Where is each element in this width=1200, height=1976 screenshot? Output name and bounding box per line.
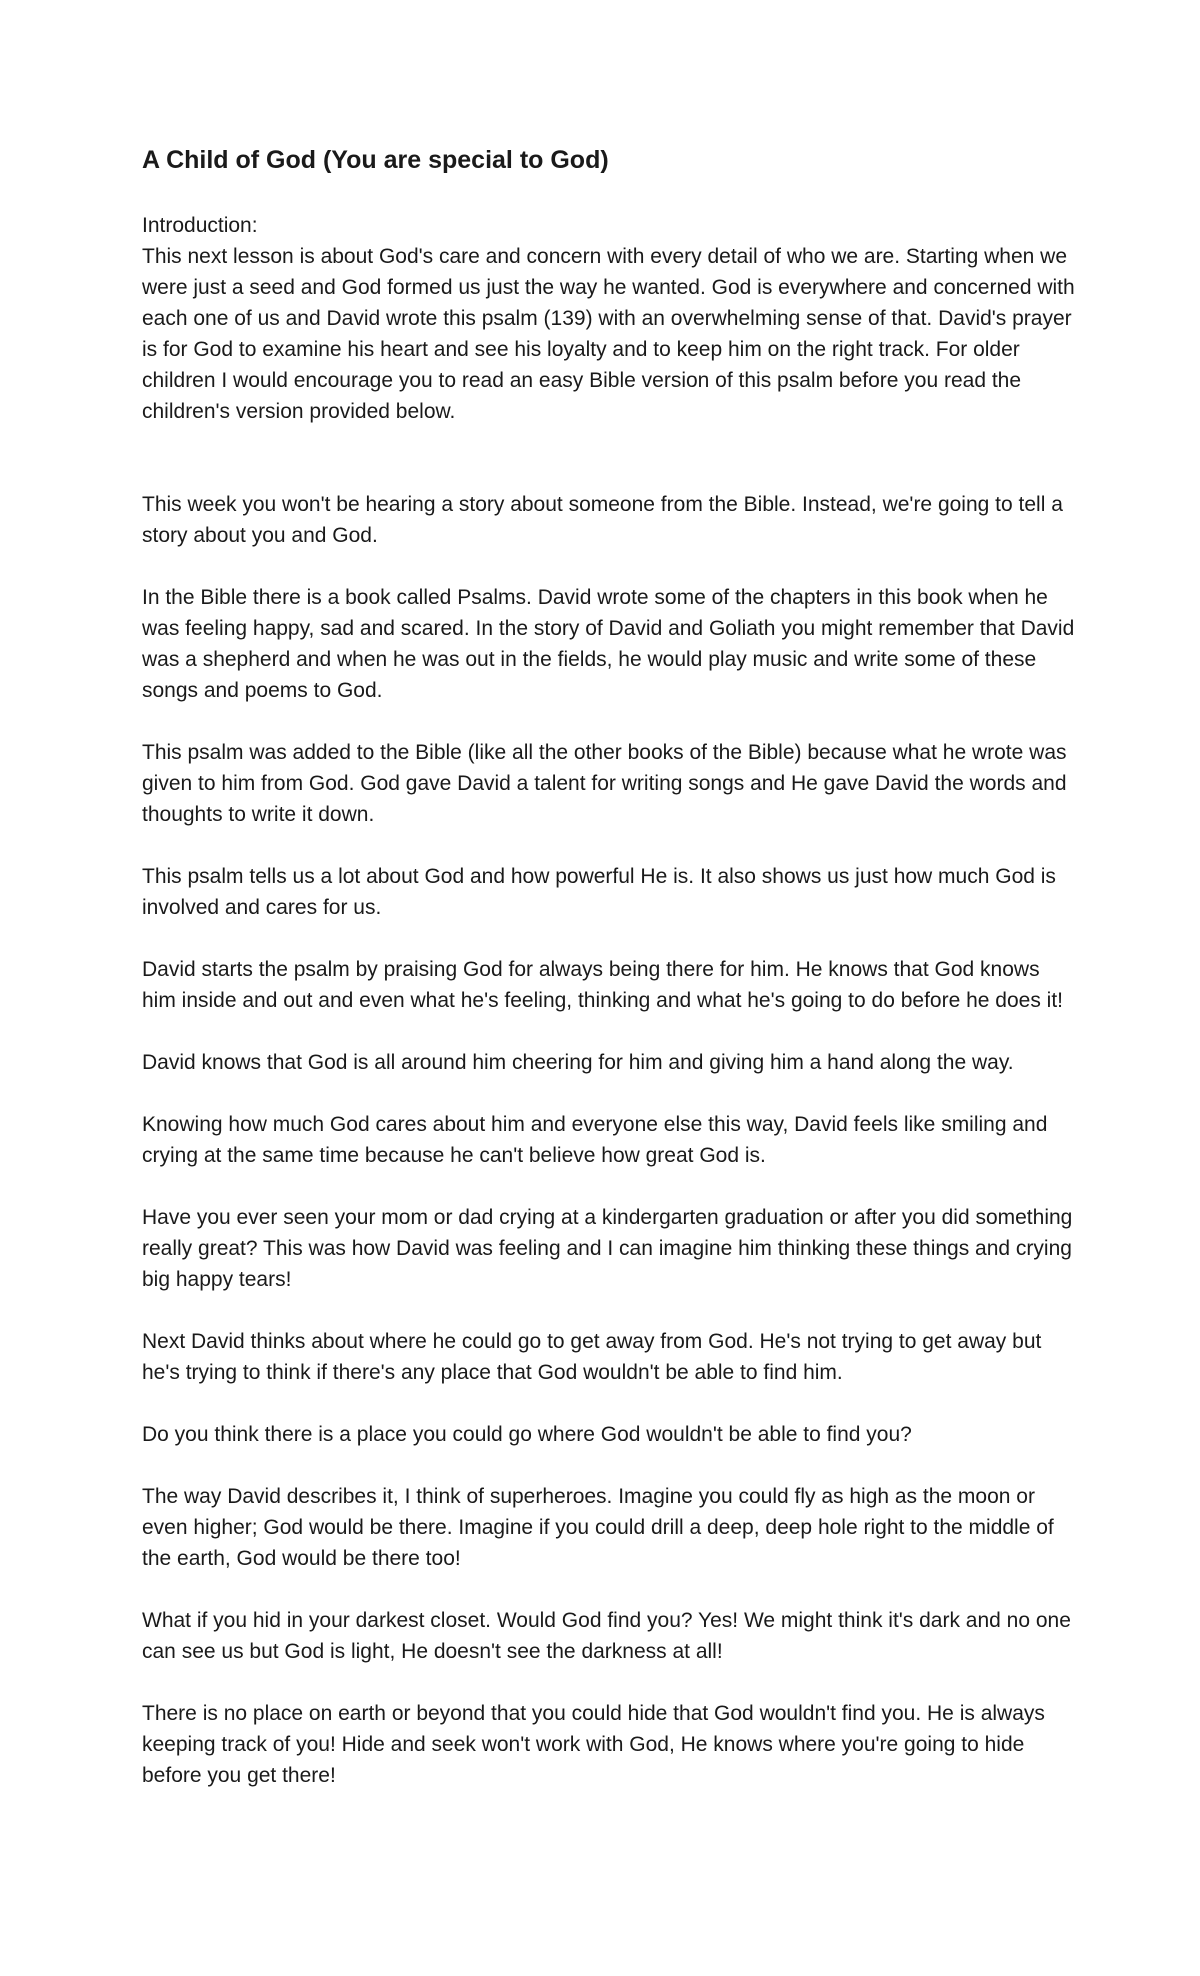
document-body [142, 144, 1077, 1822]
introduction-label: Introduction: [142, 214, 258, 237]
paragraph: David knows that God is all around him cheering for him and giving him a hand along the way. [142, 1051, 1014, 1074]
paragraph: The way David describes it, I think of superheroes. Imagine you could fly as high as the moon or even higher; God would be there. Imagine if you could drill a deep, deep hole right to the middle of the earth, God would be there too! [142, 1485, 1054, 1570]
paragraph: David starts the psalm by praising God for always being there for him. He knows that God knows him inside and out and even what he's feeling, thinking and what he's going to do before he does it! [142, 958, 1063, 1012]
paragraph: This psalm was added to the Bible (like all the other books of the Bible) because what he wrote was given to him from God. God gave David a talent for writing songs and He gave David the words and thoughts to write it down. [142, 741, 1067, 826]
paragraph: Knowing how much God cares about him and everyone else this way, David feels like smiling and crying at the same time because he can't believe how great God is. [142, 1113, 1048, 1167]
paragraph: This psalm tells us a lot about God and how powerful He is. It also shows us just how much God is involved and cares for us. [142, 865, 1056, 919]
paragraph: Have you ever seen your mom or dad crying at a kindergarten graduation or after you did something really great? This was how David was feeling and I can imagine him thinking these things and crying big happy tears! [142, 1206, 1073, 1291]
paragraph: Do you think there is a place you could go where God wouldn't be able to find you? [142, 1423, 912, 1446]
paragraph: What if you hid in your darkest closet. Would God find you? Yes! We might think it's dark and no one can see us but God is light, He doesn't see the darkness at all! [142, 1609, 1071, 1663]
introduction-paragraph: This next lesson is about God's care and concern with every detail of who we are. Starting when we were just a seed and God formed us just the way he wanted. God is everywhere and concerned with each one of us and David wrote this psalm (139) with an overwhelming sense of that. David's prayer is for God to examine his heart and see his loyalty and to keep him on the right track. For older children I would encourage you to read an easy Bible version of this psalm before you read the children's version provided below. [142, 245, 1075, 423]
paragraph: In the Bible there is a book called Psalms. David wrote some of the chapters in this book when he was feeling happy, sad and scared. In the story of David and Goliath you might remember that David was a shepherd and when he was out in the fields, he would play music and write some of these songs and poems to God. [142, 586, 1075, 702]
paragraph: There is no place on earth or beyond that you could hide that God wouldn't find you. He is always keeping track of you! Hide and seek won't work with God, He knows where you're going to hide before you get there! [142, 1702, 1045, 1787]
paragraph: Next David thinks about where he could go to get away from God. He's not trying to get away but he's trying to think if there's any place that God wouldn't be able to find him. [142, 1330, 1042, 1384]
document-title: A Child of God (You are special to God) [142, 146, 609, 174]
paragraph: This week you won't be hearing a story about someone from the Bible. Instead, we're going to tell a story about you and God. [142, 493, 1063, 547]
